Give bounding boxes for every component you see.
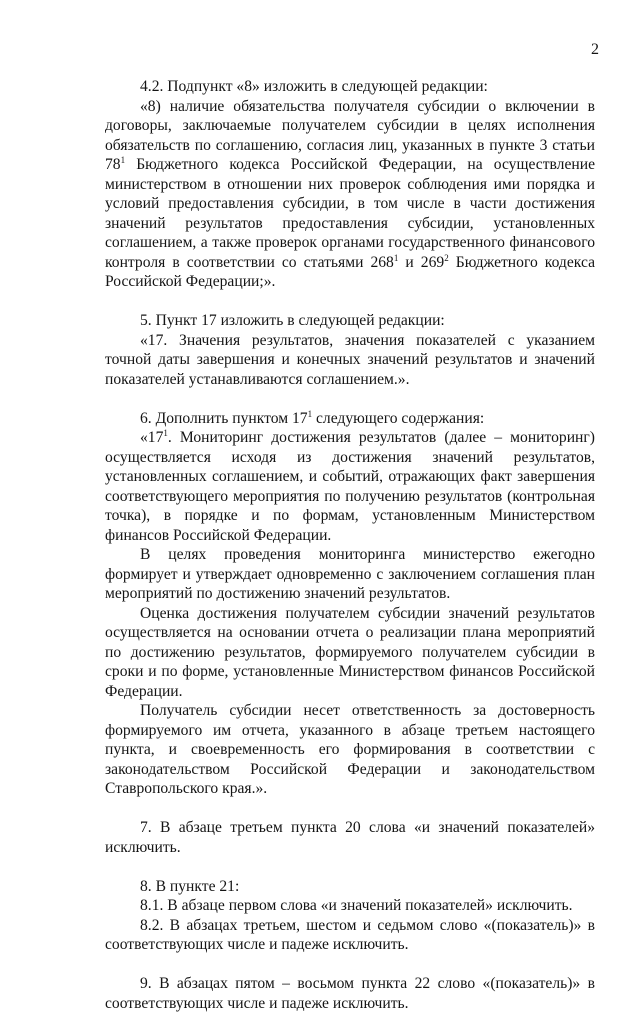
paragraph bbox=[105, 877, 595, 897]
paragraph-text: 6. Дополнить пунктом 17 bbox=[140, 409, 308, 427]
paragraph-text: В целях проведения мониторинга министерство ежегодно формирует и утверждает одновременно с заключением соглашения план мероприятий по достижению значений результатов. bbox=[105, 546, 595, 602]
superscript: 1 bbox=[393, 252, 399, 263]
superscript: 1 bbox=[120, 155, 126, 165]
paragraph bbox=[105, 409, 595, 429]
paragraph bbox=[105, 311, 595, 331]
paragraph-text: 5. Пункт 17 изложить в следующей редакции: bbox=[140, 312, 445, 329]
document-body bbox=[105, 77, 595, 1013]
paragraph bbox=[105, 974, 595, 1013]
paragraph-text: 8.2. В абзацах третьем, шестом и седьмом слово «(показатель)» в соответствующих числе и падеже исключить. bbox=[105, 916, 595, 953]
paragraph-text: 8. В пункте 21: bbox=[140, 877, 240, 895]
paragraph-text: 4.2. Подпункт «8» изложить в следующей редакции: bbox=[140, 78, 488, 95]
paragraph-text: Оценка достижения получателем субсидии значений результатов осуществляется на основании отчета о реализации плана мероприятий по достижению результатов, формируемого получателем субсидии в сроки и по форме, установленные Министерством финансов Российской Федерации. bbox=[105, 604, 595, 700]
superscript: 1 bbox=[307, 408, 313, 419]
paragraph-text: Получатель субсидии несет ответственность за достоверность формируемого им отчета, указанного в абзаце третьем настоящего пункта, и своевременность его формирования в соответствии с законодательством Российской Федерации и законодательством Ставропольского края.». bbox=[105, 702, 595, 797]
paragraph-text: следующего содержания: bbox=[312, 409, 485, 427]
paragraph-text: Бюджетного кодекса Российской Федерации;». bbox=[105, 253, 596, 290]
paragraph-text: 8.1. В абзаце первом слова «и значений показателей» исключить. bbox=[140, 897, 573, 914]
page-number: 2 bbox=[591, 41, 599, 58]
paragraph-text: «17 bbox=[140, 429, 164, 446]
paragraph bbox=[105, 916, 595, 955]
paragraph-text: 7. В абзаце третьем пункта 20 слова «и значений показателей» исключить. bbox=[105, 819, 595, 856]
paragraph bbox=[105, 428, 595, 545]
superscript: 1 bbox=[163, 428, 168, 438]
superscript: 2 bbox=[444, 252, 449, 263]
paragraph bbox=[105, 97, 595, 292]
paragraph bbox=[105, 604, 595, 702]
paragraph bbox=[105, 701, 595, 799]
paragraph-text: . Мониторинг достижения результатов (далее – мониторинг) осуществляется исходя из достижения значений результатов, установленных соглашением, и событий, отражающих факт завершения соответствующего мероприятия по получению результатов (контрольная точка), в порядке и по формам, установленным Министерством финансов Российской Федерации. bbox=[105, 429, 595, 544]
paragraph bbox=[105, 545, 595, 604]
paragraph-text: «8) наличие обязательства получателя субсидии о включении в договоры, заключаемые получателем субсидии в целях исполнения обязательств по соглашению, согласия лиц, указанных в пункте 3 статьи 78 bbox=[105, 97, 595, 173]
paragraph bbox=[105, 331, 595, 390]
paragraph-text: 9. В абзацах пятом – восьмом пункта 22 слово «(показатель)» в соответствующих числе и падеже исключить. bbox=[105, 975, 595, 1012]
paragraph bbox=[105, 818, 595, 857]
paragraph bbox=[105, 77, 595, 97]
paragraph bbox=[105, 896, 595, 916]
paragraph-text: и 269 bbox=[398, 253, 445, 271]
paragraph-text: «17. Значения результатов, значения показателей с указанием точной даты завершения и конечных значений результатов и значений показателей устанавливаются соглашением.». bbox=[105, 331, 595, 388]
paragraph-text: Бюджетного кодекса Российской Федерации, на осуществление министерством в отношении них проверок соблюдения ими порядка и условий предоставления субсидии, в том числе в части достижения значений результатов предоставления субсидии, установленных соглашением, а также проверок органами государственного финансового контроля в соответствии со статьями 268 bbox=[105, 156, 595, 271]
